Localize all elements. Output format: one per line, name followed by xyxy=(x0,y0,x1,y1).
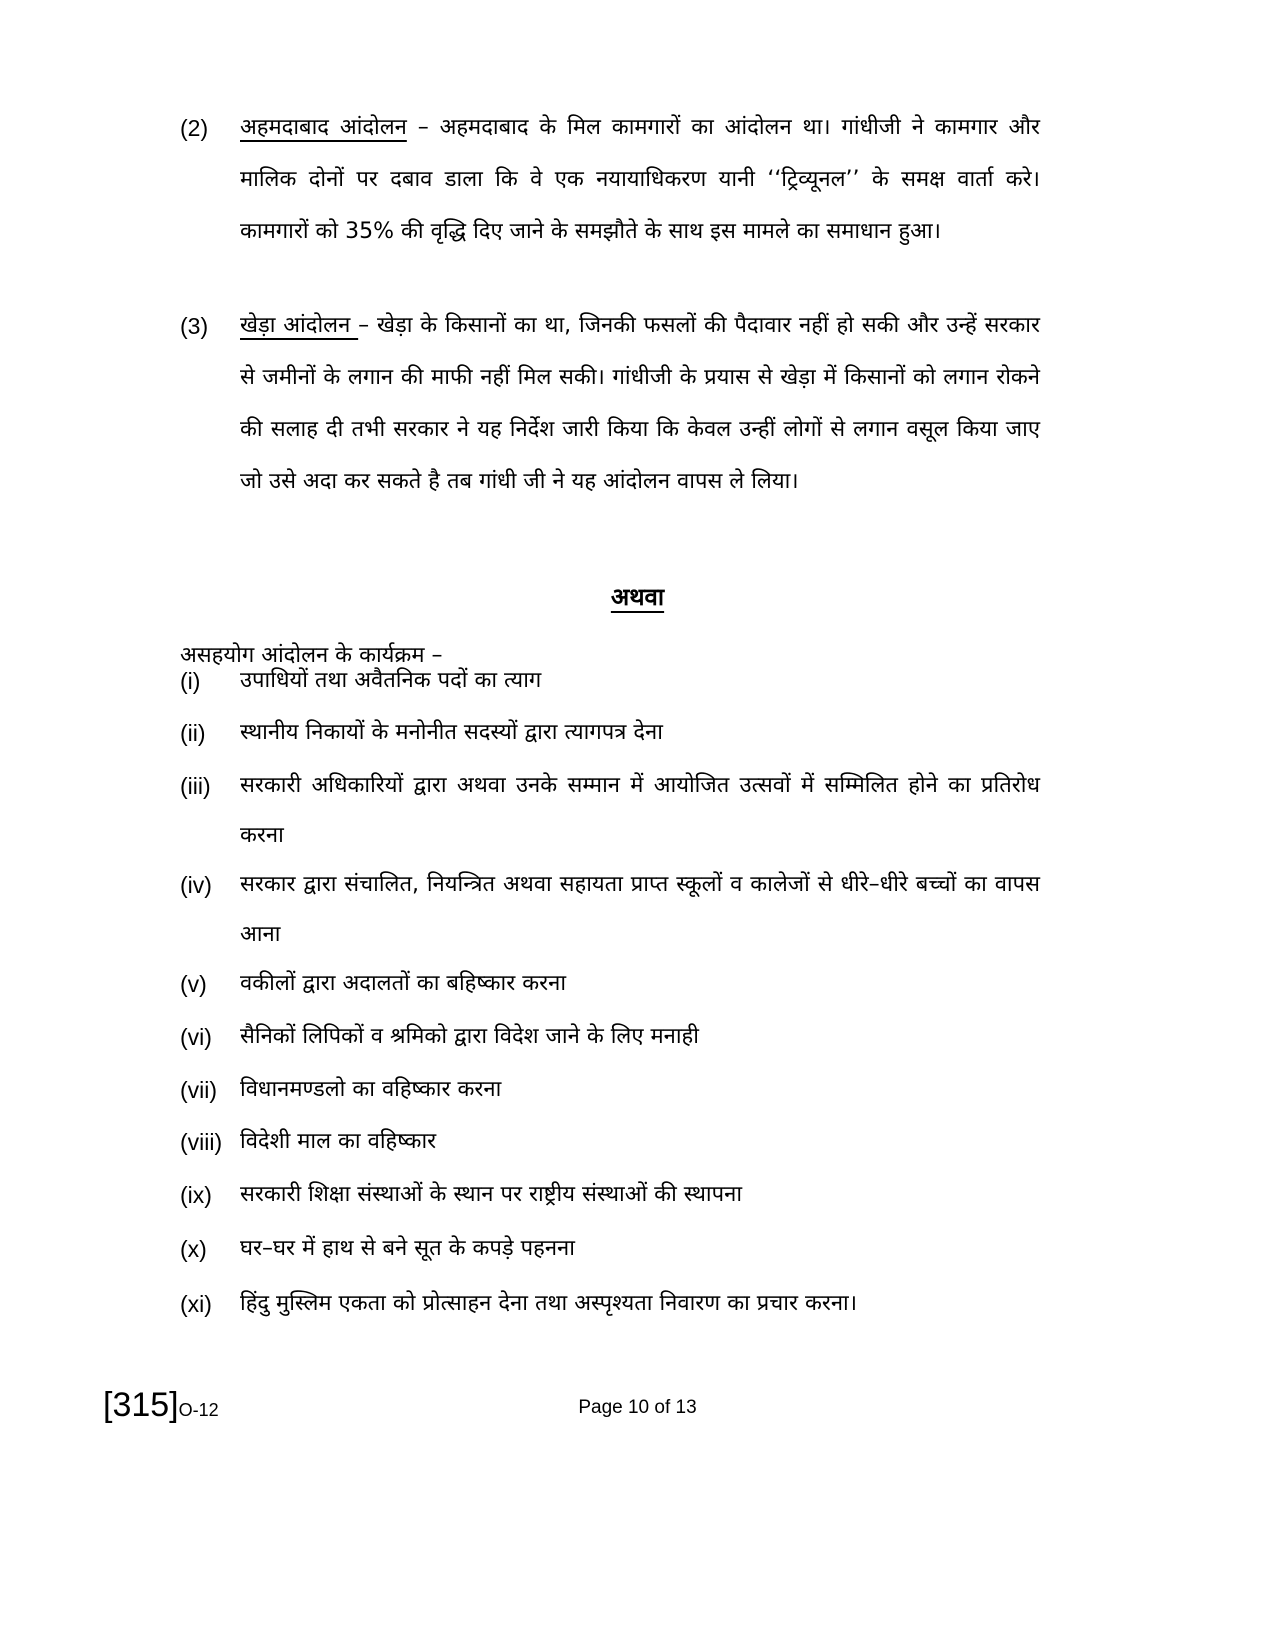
list-item xyxy=(180,1170,1040,1220)
list-item xyxy=(180,1012,1040,1062)
list-item-number: (ix) xyxy=(180,1182,212,1208)
paragraph-number: (3) xyxy=(180,313,209,339)
list-item-number: (iv) xyxy=(180,872,212,898)
list-item-text: घर–घर में हाथ से बने सूत के कपड़े पहनना xyxy=(240,1236,575,1261)
list-item xyxy=(180,1065,1040,1115)
paragraph-title: अहमदाबाद आंदोलन xyxy=(240,115,407,140)
numbered-paragraph xyxy=(180,300,1040,508)
paragraph-body xyxy=(240,300,1040,508)
list-item-number: (ii) xyxy=(180,720,206,746)
list-item-text: उपाधियों तथा अवैतनिक पदों का त्याग xyxy=(240,668,542,693)
list-item xyxy=(180,761,1040,861)
list-item-text: हिंदु मुस्लिम एकता को प्रोत्साहन देना तथा अस्पृश्यता निवारण का प्रचार करना। xyxy=(240,1291,858,1316)
list-item-number: (viii) xyxy=(180,1129,223,1155)
paragraph-body xyxy=(240,102,1040,258)
list-item xyxy=(180,708,1040,758)
paper-code-main: [315] xyxy=(103,1386,179,1424)
list-item-number: (xi) xyxy=(180,1291,212,1317)
list-intro: असहयोग आंदोलन के कार्यक्रम – xyxy=(180,643,443,668)
paragraph-title: खेड़ा आंदोलन xyxy=(240,313,359,338)
list-item-text: विधानमण्डलो का वहिष्कार करना xyxy=(240,1077,502,1102)
paragraph-text: – अहमदाबाद के मिल कामगारों का आंदोलन था। गांधीजी ने कामगार और मालिक दोनों पर दबाव डाला कि वे एक नयायाधिकरण यानी ‘‘ट्रिव्यूनल’’ के समक्ष वार्ता करे। कामगारों को 35% की वृद्धि दिए जाने के समझौते के साथ इस मामले का समाधान हुआ। xyxy=(240,115,1040,244)
list-item xyxy=(180,1224,1040,1274)
list-item xyxy=(180,1279,1040,1329)
list-item-text: सरकार द्वारा संचालित, नियन्त्रित अथवा सहायता प्राप्त स्कूलों व कालेजों से धीरे–धीरे बच्चों का वापस आना xyxy=(240,872,1040,947)
list-item-number: (i) xyxy=(180,668,201,694)
page-number: Page 10 of 13 xyxy=(578,1397,697,1418)
list-item-number: (vi) xyxy=(180,1024,212,1050)
paper-code-suffix: O-12 xyxy=(178,1400,219,1420)
paragraph-text: – खेड़ा के किसानों का था, जिनकी फसलों की पैदावार नहीं हो सकी और उन्हें सरकार से जमीनों के लगान की माफी नहीं मिल सकी। गांधीजी के प्रयास से खेड़ा में किसानों को लगान रोकने की सलाह दी तभी सरकार ने यह निर्देश जारी किया कि केवल उन्हीं लोगों से लगान वसूल किया जाए जो उसे अदा कर सकते है तब गांधी जी ने यह आंदोलन वापस ले लिया। xyxy=(240,313,1040,494)
list-item-number: (vii) xyxy=(180,1077,218,1103)
list-item-number: (v) xyxy=(180,971,207,997)
list-item-text: सरकारी शिक्षा संस्थाओं के स्थान पर राष्ट्रीय संस्थाओं की स्थापना xyxy=(240,1182,743,1207)
list-item-number: (x) xyxy=(180,1236,207,1262)
list-item xyxy=(180,959,1040,1009)
list-item-text: सैनिकों लिपिकों व श्रमिको द्वारा विदेश जाने के लिए मनाही xyxy=(240,1024,699,1049)
list-item-text: सरकारी अधिकारियों द्वारा अथवा उनके सम्मान में आयोजित उत्सवों में सम्मिलित होने का प्रतिरोध करना xyxy=(240,773,1040,848)
list-item-text: विदेशी माल का वहिष्कार xyxy=(240,1129,437,1154)
list-item-text: स्थानीय निकायों के मनोनीत सदस्यों द्वारा त्यागपत्र देना xyxy=(240,720,663,745)
numbered-paragraph xyxy=(180,102,1040,258)
paragraph-number: (2) xyxy=(180,115,209,141)
list-item-number: (iii) xyxy=(180,773,211,799)
list-item xyxy=(180,656,1040,706)
list-item-text: वकीलों द्वारा अदालतों का बहिष्कार करना xyxy=(240,971,567,996)
section-heading: अथवा xyxy=(610,583,665,611)
list-item xyxy=(180,1117,1040,1167)
list-item xyxy=(180,860,1040,960)
